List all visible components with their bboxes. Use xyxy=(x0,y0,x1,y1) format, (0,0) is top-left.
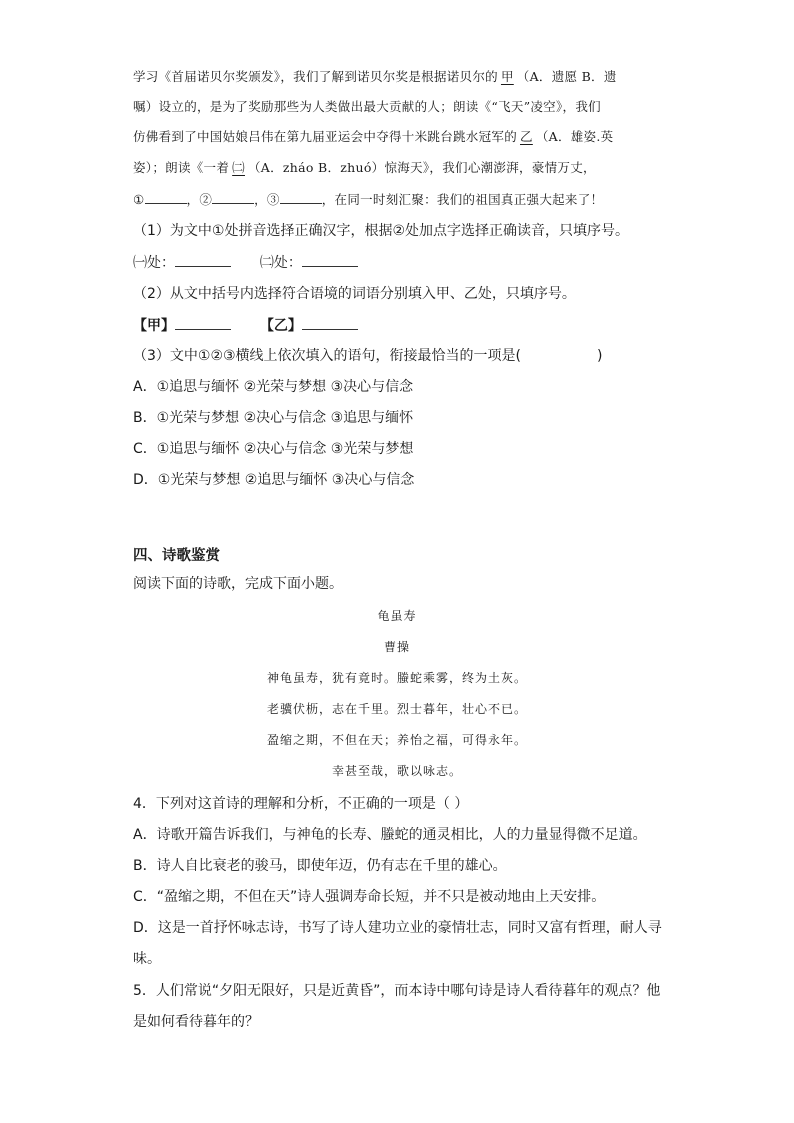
question-1: （1）为文中①处拼音选择正确汉字，根据②处加点字选择正确读音，只填序号。 xyxy=(133,223,630,239)
poem-line: 老骥伏枥，志在千里。烈士暮年，壮心不已。 xyxy=(266,702,527,716)
passage-line-1 xyxy=(133,67,617,87)
q4-option-c[interactable]: C．“盈缩之期，不但在天”诗人强调寿命长短，并不只是被动地由上天安排。 xyxy=(133,889,606,905)
passage-text: （A．遗愿 B．遗 xyxy=(516,69,617,84)
passage-text: 姿）；朗读《一着 xyxy=(133,160,230,175)
passage-text: （A．zháo B．zhuó）惊海天》，我们心潮澎湃，豪情万丈， xyxy=(247,160,596,175)
question-1-answers xyxy=(133,252,358,273)
answer-label-2: ㈡处： xyxy=(259,255,302,271)
poem-author: 曹操 xyxy=(383,640,410,654)
answer-label-yi: 【乙】 xyxy=(259,318,302,334)
passage-text: 学习《首届诺贝尔奖颁发》，我们了解到诺贝尔奖是根据诺贝尔的 xyxy=(133,69,498,84)
poem-line: 神龟虽寿，犹有竟时。螣蛇乘雾，终为土灰。 xyxy=(266,671,527,685)
blank-label-3: ，③ xyxy=(254,192,280,207)
answer-blank-1[interactable] xyxy=(175,252,231,267)
option-c[interactable]: C．①追思与缅怀 ②决心与信念 ③光荣与梦想 xyxy=(133,441,414,457)
poem-line: 幸甚至哉，歌以咏志。 xyxy=(331,764,462,778)
question-5-line-1: 5．人们常说“夕阳无限好，只是近黄昏”，而本诗中哪句诗是诗人看待暮年的观点？他 xyxy=(133,983,661,999)
mark-jia: 甲 xyxy=(500,69,514,84)
question-2-answers xyxy=(133,315,358,336)
question-3-paren: ) xyxy=(597,348,603,364)
answer-label-jia: 【甲】 xyxy=(133,318,175,334)
mark-yi: 乙 xyxy=(520,129,533,144)
passage-line-5 xyxy=(133,189,603,210)
option-a[interactable]: A．①追思与缅怀 ②光荣与梦想 ③决心与信念 xyxy=(133,379,414,395)
option-b[interactable]: B．①光荣与梦想 ②决心与信念 ③追思与缅怀 xyxy=(133,410,414,426)
question-5-line-2: 是如何看待暮年的？ xyxy=(133,1014,259,1030)
blank-label-2: ，② xyxy=(186,192,213,207)
blank-2[interactable] xyxy=(212,189,254,204)
passage-line-2: 嘱）设立的，是为了奖励那些为人类做出最大贡献的人；朗读《“飞天”凌空》，我们 xyxy=(133,99,601,114)
answer-label-1: ㈠处： xyxy=(133,255,175,271)
question-4: 4．下列对这首诗的理解和分析，不正确的一项是（ ） xyxy=(133,796,469,812)
answer-blank-2[interactable] xyxy=(302,252,358,267)
q4-option-a[interactable]: A．诗歌开篇告诉我们，与神龟的长寿、螣蛇的通灵相比，人的力量显得微不足道。 xyxy=(133,827,647,843)
poem-title: 龟虽寿 xyxy=(377,609,417,623)
poem-line: 盈缩之期，不但在天；养怡之福，可得永年。 xyxy=(266,733,527,747)
blank-1[interactable] xyxy=(145,189,187,204)
section-heading: 四、诗歌鉴赏 xyxy=(133,548,220,564)
question-2: （2）从文中括号内选择符合语境的词语分别填入甲、乙处，只填序号。 xyxy=(133,286,576,302)
blank-label-1: ① xyxy=(133,192,145,207)
mark-er: ㈡ xyxy=(232,160,245,175)
option-d[interactable]: D．①光荣与梦想 ②追思与缅怀 ③决心与信念 xyxy=(133,472,415,488)
question-3-text: （3）文中①②③横线上依次填入的语句，衔接最恰当的一项是( xyxy=(133,348,522,364)
passage-text: 仿佛看到了中国姑娘吕伟在第九届亚运会中夺得十米跳台跳水冠军的 xyxy=(133,129,518,144)
section-intro: 阅读下面的诗歌，完成下面小题。 xyxy=(133,576,343,592)
passage-line-4 xyxy=(133,158,596,178)
answer-blank-jia[interactable] xyxy=(175,315,231,330)
q4-option-b[interactable]: B．诗人自比衰老的骏马，即使年迈，仍有志在千里的雄心。 xyxy=(133,858,507,874)
q4-option-d-continued: 味。 xyxy=(133,951,161,967)
passage-text: （A．雄姿.英 xyxy=(535,129,614,144)
passage-line-3 xyxy=(133,127,613,147)
blank-3[interactable] xyxy=(280,189,322,204)
question-3 xyxy=(133,346,603,366)
answer-blank-yi[interactable] xyxy=(302,315,358,330)
passage-text: ，在同一时刻汇聚：我们的祖国真正强大起来了！ xyxy=(321,192,604,207)
q4-option-d[interactable]: D．这是一首抒怀咏志诗，书写了诗人建功立业的豪情壮志，同时又富有哲理，耐人寻 xyxy=(133,920,662,936)
